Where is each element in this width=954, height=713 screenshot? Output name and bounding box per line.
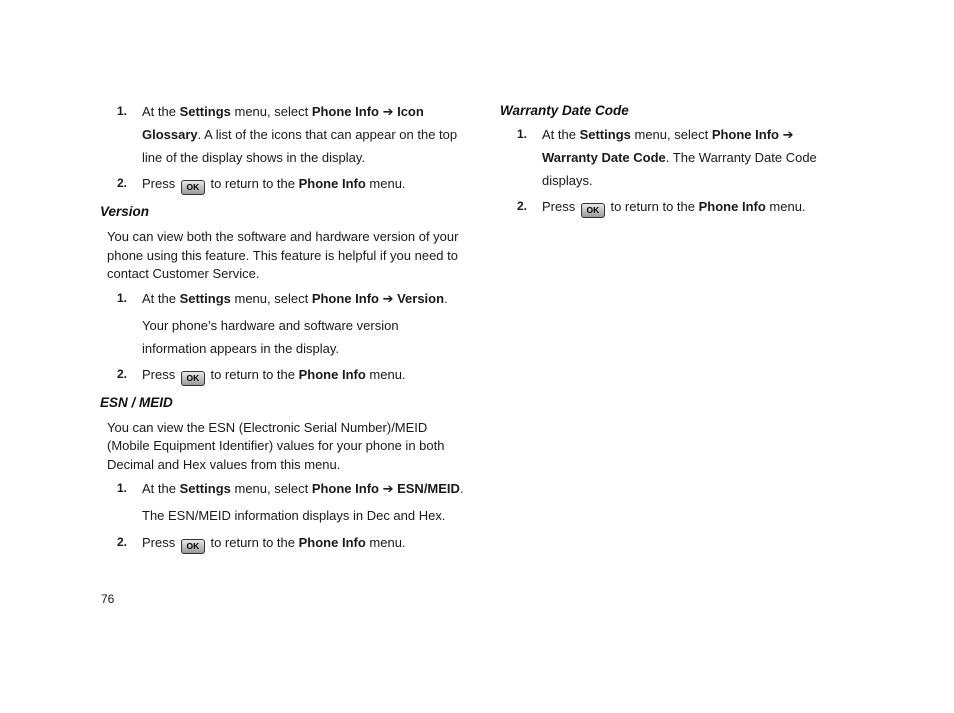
step-text: . The Warranty Date Code displays. bbox=[542, 150, 817, 188]
version-step-2 bbox=[100, 363, 465, 386]
version-note: Your phone’s hardware and software version information appears in the display. bbox=[142, 317, 399, 356]
step-text: Press bbox=[542, 199, 579, 214]
ok-key-icon: OK bbox=[181, 539, 205, 554]
step-number: 1. bbox=[117, 290, 128, 305]
ok-key-icon: OK bbox=[181, 180, 205, 195]
step-number: 1. bbox=[517, 127, 528, 141]
version-heading: Version bbox=[100, 204, 150, 219]
step-text: to return to the bbox=[206, 535, 299, 550]
step-text: menu. bbox=[365, 366, 406, 382]
warranty-heading: Warranty Date Code bbox=[500, 103, 629, 118]
step-number: 1. bbox=[117, 104, 128, 118]
menu-settings: Settings bbox=[179, 290, 231, 306]
left-column bbox=[100, 100, 465, 554]
version-intro: You can view both the software and hardware version of your phone using this feature. This feature is helpful if you need to contact Customer Service. bbox=[107, 229, 459, 281]
step-text: to return to the bbox=[206, 176, 299, 191]
menu-phone-info: Phone Info bbox=[298, 366, 366, 382]
warranty-step-1 bbox=[500, 123, 850, 192]
ok-key-icon: OK bbox=[181, 371, 205, 386]
esn-meid-step-1 bbox=[100, 477, 465, 500]
version-step-1 bbox=[100, 287, 465, 310]
step-number: 2. bbox=[117, 366, 128, 381]
step-number: 2. bbox=[117, 535, 128, 549]
step-text: . bbox=[444, 290, 448, 306]
step-text: Press bbox=[142, 535, 179, 550]
menu-path: Phone Info ➔ Icon Glossary bbox=[142, 104, 424, 142]
step-number: 2. bbox=[517, 199, 528, 213]
menu-settings: Settings bbox=[179, 481, 231, 496]
step-number: 1. bbox=[117, 481, 128, 495]
step-text: At the bbox=[142, 481, 180, 496]
menu-path: Phone Info ➔ Warranty Date Code bbox=[542, 127, 794, 165]
step-text: menu. bbox=[765, 199, 806, 214]
warranty-step-2 bbox=[500, 195, 850, 218]
step-text: At the bbox=[142, 290, 180, 306]
menu-settings: Settings bbox=[179, 104, 231, 119]
right-column bbox=[500, 100, 850, 218]
menu-settings: Settings bbox=[579, 127, 631, 142]
step-text: . A list of the icons that can appear on the top line of the display shows in the display. bbox=[142, 127, 458, 165]
step-text: menu. bbox=[365, 176, 406, 191]
step-text: to return to the bbox=[606, 199, 699, 214]
step-text: to return to the bbox=[206, 366, 299, 382]
icon-glossary-step-2 bbox=[100, 172, 465, 195]
step-text: Press bbox=[142, 366, 179, 382]
menu-phone-info: Phone Info bbox=[298, 535, 366, 550]
step-text: At the bbox=[142, 104, 180, 119]
step-text: At the bbox=[542, 127, 580, 142]
menu-phone-info: Phone Info bbox=[298, 176, 366, 191]
icon-glossary-step-1 bbox=[100, 100, 465, 169]
step-text: Press bbox=[142, 176, 179, 191]
page-number: 76 bbox=[101, 592, 115, 606]
menu-path: Phone Info ➔ ESN/MEID bbox=[311, 481, 460, 496]
ok-key-icon: OK bbox=[581, 203, 605, 218]
step-text: menu, select bbox=[630, 127, 712, 142]
step-text: menu. bbox=[365, 535, 406, 550]
step-text: menu, select bbox=[230, 104, 312, 119]
step-text: . bbox=[459, 481, 464, 496]
menu-phone-info: Phone Info bbox=[698, 199, 766, 214]
esn-meid-note: The ESN/MEID information displays in Dec and Hex. bbox=[142, 508, 446, 523]
step-number: 2. bbox=[117, 176, 128, 190]
step-text: menu, select bbox=[230, 481, 312, 496]
menu-path: Phone Info ➔ Version bbox=[311, 290, 445, 306]
esn-meid-step-2 bbox=[100, 531, 465, 554]
esn-meid-heading: ESN / MEID bbox=[100, 394, 173, 410]
esn-meid-intro: You can view the ESN (Electronic Serial Number)/MEID (Mobile Equipment Identifier) values for your phone in both Decimal and Hex values from this menu. bbox=[107, 419, 445, 472]
step-text: menu, select bbox=[230, 290, 312, 306]
